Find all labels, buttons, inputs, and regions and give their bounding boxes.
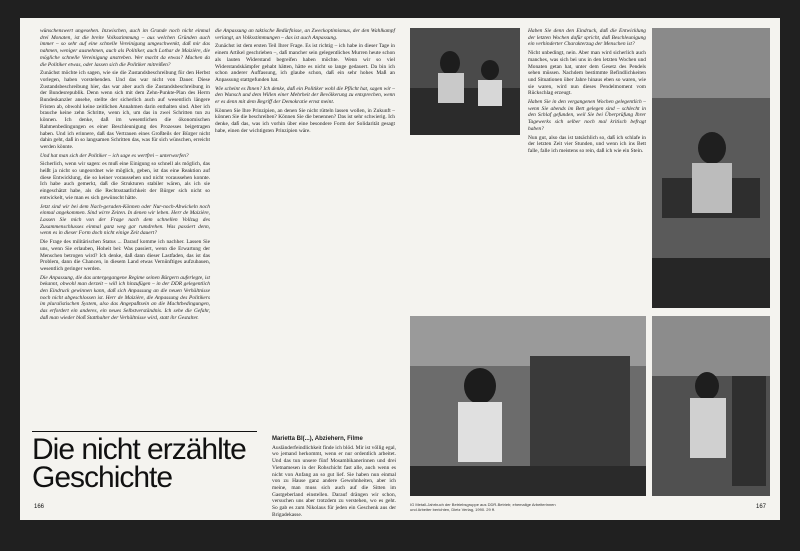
caption-name: Marietta Bl(...), Abziehern, Filme: [272, 436, 363, 442]
left-page-number: 166: [34, 504, 45, 510]
factory-floor-photo: [410, 316, 646, 496]
question-paragraph: Haben Sie denn den Eindruck, daß die Entwicklung der letzten Wochen dafür spricht, daß Beschleunigung ein verhinderter Charakterzug der Menschen ist?: [528, 28, 646, 48]
question-paragraph: Wie scheint es Ihnen? Ich denke, daß ein Politiker wohl die Pflicht hat, sagen wir – den Wunsch und dem Willen einer Mehrheit der Bevölkerung zu entsprechen, wenn er es denn mit dem Begriff der Demokratie ernst meint.: [215, 85, 395, 106]
left-column-1: [40, 28, 210, 424]
workers-at-bench-photo: [410, 28, 520, 135]
answer-paragraph: Sicherlich, wenn wir sagen: es muß eine Einigung so schnell als möglich, das heißt ja nicht so ungeordnet wie möglich, geben, ist das eine Reaktion auf diese Entwicklung, die so keiner voraussehen und nicht voraussehen konnte. Ich habe auch gemerkt, daß die Strukturen stabiler wären, als ich sie eingeschätzt habe, als die Rechtsstaatlichkeit der Bürger sich nicht so entwickelt, wie man es sich gewünscht hätte.: [40, 161, 210, 201]
question-paragraph: Haben Sie in den vergangenen Wochen gelegentlich – wenn Sie abends im Bett gelegen sind – schlecht in den Schlaf gefunden, weil Sie bei Überprüfung Ihrer Tagewerks sich selber noch mal kritisch befragt haben?: [528, 99, 646, 132]
right-page: [400, 18, 780, 520]
machinist-workshop-photo: [652, 28, 770, 308]
woman-at-machine-photo: [652, 316, 770, 496]
answer-paragraph: Zunächst ist dem ersten Teil Ihrer Frage. Es ist richtig – ich habe in dieser Tage in einem Artikel geschrieben –, daß mancher sein gelegentliches Murren heute schon als lauten Widerstand begreifen haben möchte. Wenn wir so viel Widerstandskämpfer gehabt hätten, hätte es nicht so lange gedauert. Da bin ich schon anderer Auffassung, ich glaube schon, daß ein sehr hohes Maß an Anpassung stattgefunden hat.: [215, 43, 395, 83]
intro-question: wünschenswert ungesehen. Inzwischen, auch im Grunde noch nicht einmal drei Monaten, ist die breite Volksstimmung – aus welchen Gründen auch immer – so sehr auf eine schnelle Vereinigung umgeschwenkt, daß mir das nahmen, weniger ausnehmen, auch als Politiker, auch Lothar de Maizière, die mögliche schnelle Vereinigung anstreben. Wer macht da etwas? Machen da die Politiker etwas, oder lassen sich die Politiker mitreißen?: [40, 28, 210, 68]
left-page: [20, 18, 400, 520]
headline: Die nicht erzählte Geschichte: [32, 433, 246, 494]
right-page-number: 167: [755, 504, 766, 510]
answer-paragraph: Nun gut, also das ist tatsächlich so, daß ich schlafe in der letzten Zeit vier Stunden, und wenn ich ins Bett falle, falle ich meistens so rein, daß ich wie ein Stein.: [528, 134, 646, 154]
question-paragraph: Die Anpassung, die das untergegangene Regime seinen Bürgern auferlegte, ist bekannt, obwohl man derzeit – will ich hinzufügen – in der DDR gelegentlich den Eindruck gewinnen kann, daß sich Anpassung an die neuen Verhältnisse noch nicht abgeschlossen ist. Herr de Maizière, die Anpassung des Politikers im pluralistischen System, also das Angepaßtsein an die Machtbedingungen, das erfordert ein anderes, ein neues Selbstverständnis. Ich sehe die Gefahr, daß man wieder bloß Statthalter der Verhältnisse wird, statt ihr Gestalter.: [40, 274, 210, 321]
left-column-2: [215, 28, 395, 424]
answer-paragraph: Nicht unbedingt, nein. Aber man wird sicherlich auch manches, was sich bei uns in den letzten Wochen und Monaten getan hat, unter dem Gesetz des Pendels sehen müssen. Nachdem bestimmte Befindlichkeiten und Situationen über Jahre hinaus eben so waren, wie sie waren, wird nun dieses Pendelmoment vom Rückschlag erzeugt.: [528, 50, 646, 97]
answer-paragraph: Zunächst möchte ich sagen, wie sie die Zustandsbeschreibung für den Herbst vorlegen, haben vorstehenden. Und das war nicht von Dauer. Diese Zustandsbeschreibung hier, das war aber auch die Zustandsbeschreibung in der Bundesrepublik. Denn wenn sich mit dem Zehn-Punkte-Plan des Herrn Bundeskanzler ansehe, stellte der sicherlich auch auf wesentlich längere Fristen ab, obwohl keine zeitlichen Annahmen darin enthalten sind. Aber ich brauche keine zehn Schritte, wenn ich, um das in zwei Schritten tun zu können. Ich denke, daß im wesentlichen die ökonomischen Rahmenbedingungen es einer Beschleunigung des Prozesses beigetragen haben. Und ich erinnere, daß das Vertrauen eines Großteils der Bürger nicht dahin geht, daß in so langsamen Schritten das, was für sich wünschen, erreicht werden könnte.: [40, 70, 210, 150]
footnote: IG Metall-Jahrbuch der Betriebsgruppe aus DDR-Betrieb; ehemalige Arbeiterinnen und Arbeiter berichten, Dietz Verlag, 1990. 29 ff.: [410, 502, 556, 512]
intro-question: die Anpassung an taktische Bedürfnisse, an Zweckoptimismus, der den Wahlkampf verlangt, an Volksstimmungen – das ist auch Anpassung.: [215, 28, 395, 41]
answer-paragraph: Die Frage des militärischen Status ... Darauf komme ich nachher. Lassen Sie uns, wenn Sie erlauben, Hoheit bei: Was passiert, wenn die Erwartung der Menschen betrogen wird? Ich denke, daß dann dieser Lastfaden, das ist das Problem, dann die Chancen, in diesem Land etwas Vernünftiges aufzubauen, wesentlich geringer werden.: [40, 239, 210, 272]
headline-rule: [32, 431, 257, 432]
caption-column: [272, 436, 396, 518]
question-paragraph: Jetzt sind wir bei dem Nach-geraden-Können oder Nur-noch-Abwickeln noch einmal angekommen. Sind wirre Zeiten. In denen wir leben. Herr de Maizière, Lassen Sie mich von der Frage nach dem schnellen Vollzug des Zusammenschlusses einmal ganz weg gar rumdrehen. Was passiert denn, wenn es in dieser Form doch nicht einige Zeit dauert?: [40, 203, 210, 237]
question-paragraph: Und hat man sich der Politiker – ich sage es wertfrei – unterworfen?: [40, 152, 189, 159]
answer-paragraph: Können Sie Ihre Prinzipien, an denen Sie nicht rütteln lassen wollen, in Zukunft – können Sie die beschreiben? Können Sie die benennen? Das ist sehr schwierig. Ich denke, daß das, was ich vorhin über eine besondere Form der Solidarität gesagt habe, einen der wichtigsten Prinzipien wäre.: [215, 107, 395, 134]
caption-body: Ausländerfeindlichkeit finde ich blöd. Mir ist völlig egal, wo jemand herkommt, wenn er nur ordentlich arbeitet. Und das tun unsere fünf Mosambikanerinnen und drei Vietnamesen in der Rohschicht fast alle, auch wenn es nicht von Anfang an so gut lief. Sie haben nun einmal von zu Hause ganz andere Gewohnheiten, aber ich meine, man muss sich auch auf die Sitten im Gastgeberland einstellen. Darauf drängen wir schon, versuchen uns aber trotzdem zu verstehen, wo es geht. So gab es zum Nikolaus für jeden ein Geschenk aus der Brigadekasse.: [272, 444, 396, 518]
right-column-1: [528, 28, 646, 308]
